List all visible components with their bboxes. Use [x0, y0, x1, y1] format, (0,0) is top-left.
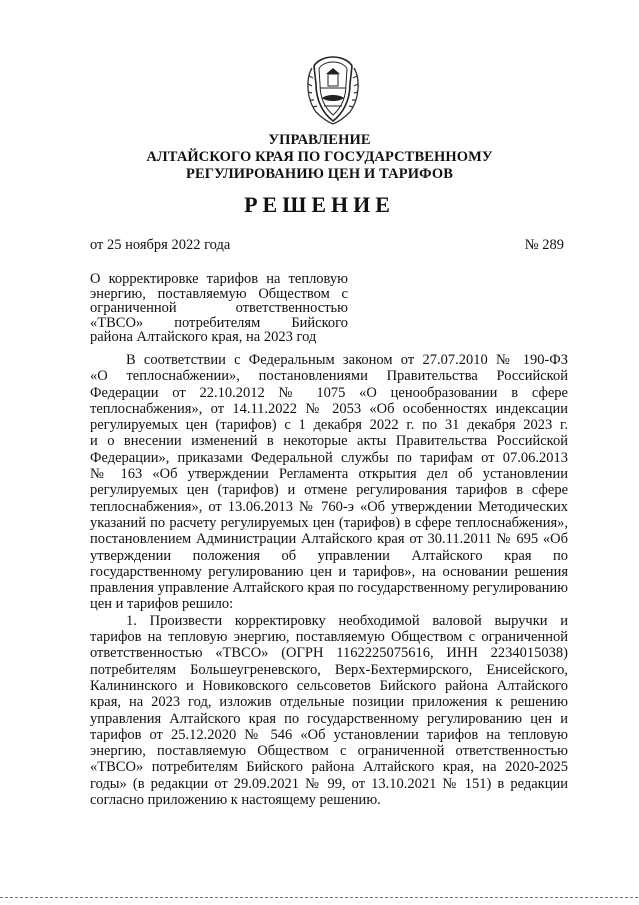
page-bottom-edge [0, 897, 639, 898]
body-line: утверждении положения об управлении Алтайского края по [90, 547, 568, 564]
agency-name-line-3: РЕГУЛИРОВАНИЮ ЦЕН И ТАРИФОВ [186, 166, 453, 182]
body-line: «О теплоснабжении», постановлениями Правительства Российской [90, 368, 568, 385]
body-line: тарифов на тепловую энергию, поставляемую Обществом с ограниченной [90, 629, 568, 646]
body-line: и о внесении изменений в некоторые акты Правительства Российской [90, 433, 568, 450]
body-line: В соответствии с Федеральным законом от 27.07.2010 № 190-ФЗ [126, 352, 568, 368]
subject-line: района Алтайского края, на 2023 год [90, 329, 317, 346]
body-line: ответственностью «ТВСО» (ОГРН 1162225075616, ИНН 2234015038) [90, 645, 568, 662]
document-title: РЕШЕНИЕ [244, 192, 395, 217]
subject-line: ограниченной ответственностью [90, 300, 348, 317]
document-body [90, 352, 568, 808]
body-line: постановлением Администрации Алтайского края от 30.11.2011 № 695 «Об [90, 531, 568, 548]
body-line: управления Алтайского края по государственному регулированию цен и [90, 710, 568, 727]
body-line: теплоснабжения», от 13.06.2013 № 760-э «Об утверждении Методических [90, 498, 568, 515]
body-line: Калининского и Новиковского сельсоветов Бийского района Алтайского [90, 677, 568, 694]
document-subject [90, 272, 348, 345]
document-date: от 25 ноября 2022 года [90, 237, 231, 253]
body-line: правления управление Алтайского края по государственному регулированию [90, 580, 568, 597]
agency-name-line-1: УПРАВЛЕНИЕ [268, 132, 371, 148]
body-line: «ТВСО» потребителям Бийского района Алтайского края, на 2020-2025 [90, 759, 568, 776]
body-line: края, на 2023 год, изложив отдельные позиции приложения к решению [90, 694, 568, 711]
body-line: энергию, поставляемую Обществом с ограниченной ответственностью [90, 743, 568, 760]
body-line: цен и тарифов решило: [90, 596, 234, 613]
body-line: указаний по расчету регулируемых цен (тарифов) в сфере теплоснабжения», [90, 514, 568, 531]
document-number: № 289 [524, 237, 564, 253]
subject-line: О корректировке тарифов на тепловую [90, 271, 348, 287]
body-line: потребителям Большеугреневского, Верх-Бехтермирского, Енисейского, [90, 661, 568, 678]
body-line: Федерации», приказами Федеральной службы по тарифам от 07.06.2013 [90, 449, 568, 466]
body-line: теплоснабжения», от 14.11.2022 № 2053 «Об особенностях индексации [90, 400, 568, 417]
body-line: регулируемых цен (тарифов) с 1 декабря 2022 г. по 31 декабря 2023 г. [90, 417, 568, 434]
body-line: годы» (в редакции от 29.09.2021 № 99, от 13.10.2021 № 151) в редакции [90, 775, 568, 792]
body-line: № 163 «Об утверждении Регламента открытия дел об установлении [90, 466, 568, 483]
agency-name-line-2: АЛТАЙСКОГО КРАЯ ПО ГОСУДАРСТВЕННОМУ [146, 149, 493, 165]
subject-line: энергию, поставляемую Обществом с [90, 285, 348, 302]
body-line: Федерации от 22.10.2012 № 1075 «О ценообразовании в сфере [90, 384, 568, 401]
body-line: государственному регулированию цен и тарифов», на основании решения [90, 563, 568, 580]
subject-line: «ТВСО» потребителям Бийского [90, 314, 348, 331]
body-line: согласно приложению к настоящему решению. [90, 792, 381, 809]
body-line: регулируемых цен (тарифов) и отмене регулирования тарифов в сфере [90, 482, 568, 499]
coat-of-arms-icon [302, 54, 364, 126]
body-line: тарифов от 25.12.2020 № 546 «Об установлении тарифов на тепловую [90, 726, 568, 743]
body-line: 1. Произвести корректировку необходимой валовой выручки и [126, 612, 568, 629]
